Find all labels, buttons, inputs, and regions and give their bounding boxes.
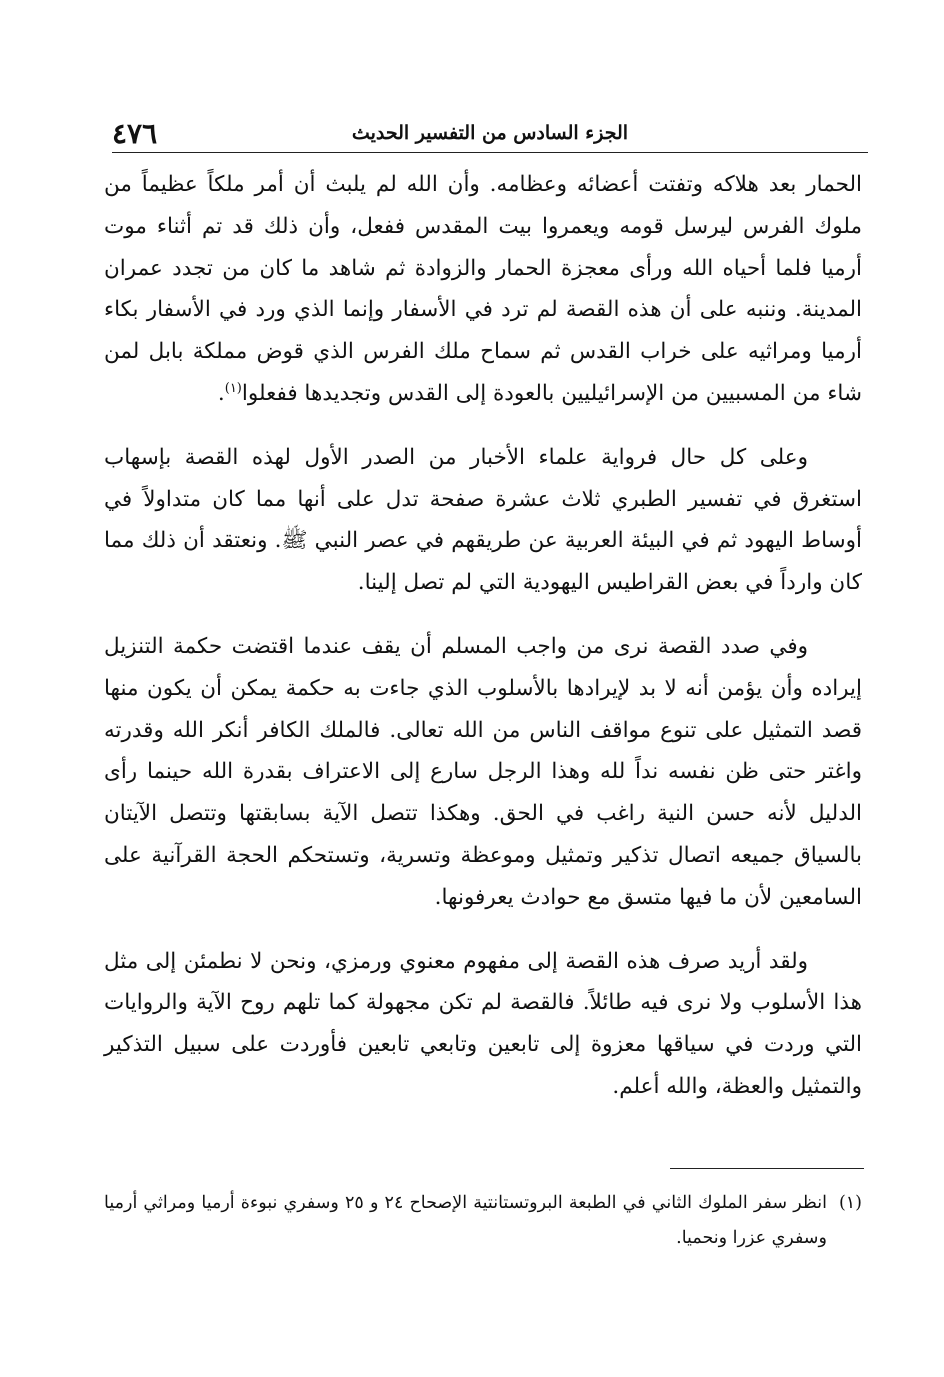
main-text <box>104 164 862 1108</box>
sentence-end: . <box>217 380 225 406</box>
paragraph-2: وعلى كل حال فرواية علماء الأخبار من الصدر الأول لهذه القصة بإسهاب استغرق في تفسير الطبري ثلاث عشرة صفحة تدل على أنها مما كان متداولاً في أوساط اليهود ثم في البيئة العربية عن طريقهم في عصر النبي ﷺ. ونعتقد أن ذلك مما كان وارداً في بعض القراطيس اليهودية التي لم تصل إلينا. <box>104 444 862 596</box>
footnote-reference[interactable]: (١) <box>224 380 242 396</box>
page-header <box>112 116 868 153</box>
footnote-number: (١) <box>838 1193 862 1213</box>
paragraph-4: ولقد أريد صرف هذه القصة إلى مفهوم معنوي ورمزي، ونحن لا نطمئن إلى مثل هذا الأسلوب ولا نرى فيه طائلاً. فالقصة لم تكن مجهولة كما تلهم روح الآية والروايات التي وردت في سياقها معزوة إلى تابعين وتابعي تابعين فأوردت على سبيل التذكير والتمثيل والعظة، والله أعلم. <box>104 948 862 1099</box>
paragraph-3: وفي صدد القصة نرى من واجب المسلم أن يقف عندما اقتضت حكمة التنزيل إيراده وأن يؤمن أنه لا بد لإيرادها بالأسلوب الذي جاءت به حكمة يمكن أن يكون منها قصد التمثيل على تنوع مواقف الناس من الله تعالى. فالملك الكافر أنكر الله وقدرته واغتر حتى ظن نفسه نداً لله وهذا الرجل سارع إلى الاعتراف بقدرة الله حينما رأى الدليل لأنه حسن النية راغب في الحق. وهكذا تتصل الآية بسابقتها وتتصل الآيتان بالسياق جميعه اتصال تذكير وتمثيل وموعظة وتسرية، وتستحكم الحجة القرآنية على السامعين لأن ما فيها متسق مع حوادث يعرفونها. <box>104 633 862 910</box>
footnote-item <box>104 1186 862 1256</box>
paragraph-text: الحمار بعد هلاكه وتفتت أعضائه وعظامه. وأن الله لم يلبث أن أمر ملكاً عظيماً من ملوك الفرس ليرسل قومه ويعمروا بيت المقدس ففعل، وأن ذلك قد تم أثناء موت أرميا فلما أحياه الله ورأى معجزة الحمار والزوادة ثم شاهد ما كان من تجدد عمران المدينة. وننبه على أن هذه القصة لم ترد في الأسفار وإنما الذي ورد في الأسفار بكاء أرميا ومراثيه على خراب القدس ثم سماح ملك الفرس الذي قوض مملكة بابل لمن شاء من المسبيين من الإسرائيليين بالعودة إلى القدس وتجديدها ففعلوا <box>104 172 862 406</box>
footnote-text: انظر سفر الملوك الثاني في الطبعة البروتستانتية الإصحاح ٢٤ و ٢٥ وسفري نبوءة أرميا ومراثي أرميا وسفري عزرا ونحميا. <box>104 1193 827 1248</box>
running-title: الجزء السادس من التفسير الحديث <box>351 122 629 144</box>
footnote-divider <box>670 1168 864 1169</box>
page-number: ٤٧٦ <box>112 117 158 150</box>
footnotes <box>104 1186 862 1256</box>
paragraph-1 <box>104 164 862 415</box>
